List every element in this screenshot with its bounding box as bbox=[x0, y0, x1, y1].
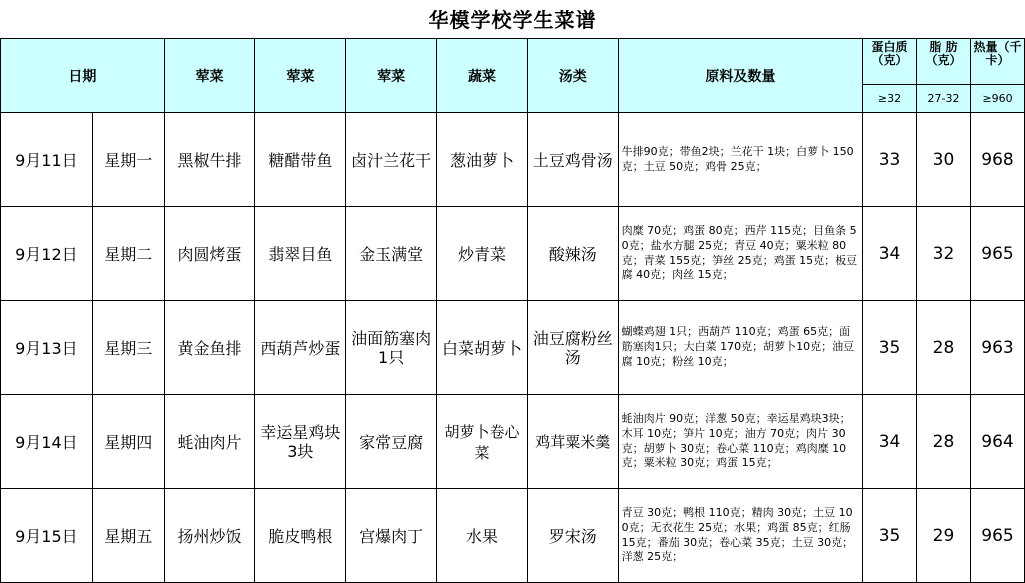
header-protein: 蛋白质（克） bbox=[863, 39, 917, 85]
meat-2-cell: 糖醋带鱼 bbox=[255, 113, 346, 207]
header-calorie: 热量（千卡） bbox=[970, 39, 1024, 85]
meat-3-cell: 金玉满堂 bbox=[346, 207, 437, 301]
table-row bbox=[1, 395, 1025, 489]
date-cell: 9月11日 bbox=[1, 113, 93, 207]
meat-3-cell: 卤汁兰花干 bbox=[346, 113, 437, 207]
ingredients-cell: 青豆 30克；鸭根 110克；精肉 30克；土豆 100克；无衣花生 25克；水果；鸡蛋 85克；红肠 15克；番茄 30克；卷心菜 35克；土豆 30克；洋葱 25克； bbox=[618, 489, 862, 583]
protein-cell: 35 bbox=[863, 301, 917, 395]
meat-3-cell: 油面筋塞肉1只 bbox=[346, 301, 437, 395]
meat-1-cell: 肉圆烤蛋 bbox=[164, 207, 255, 301]
protein-cell: 34 bbox=[863, 207, 917, 301]
protein-cell: 33 bbox=[863, 113, 917, 207]
soup-cell: 土豆鸡骨汤 bbox=[527, 113, 618, 207]
date-cell: 9月13日 bbox=[1, 301, 93, 395]
calorie-cell: 965 bbox=[970, 489, 1024, 583]
vegetable-cell: 葱油萝卜 bbox=[437, 113, 528, 207]
weekday-cell: 星期二 bbox=[92, 207, 164, 301]
meat-1-cell: 扬州炒饭 bbox=[164, 489, 255, 583]
calorie-cell: 964 bbox=[970, 395, 1024, 489]
meat-2-cell: 翡翠目鱼 bbox=[255, 207, 346, 301]
fat-cell: 29 bbox=[917, 489, 971, 583]
fat-requirement: 27-32 bbox=[917, 85, 971, 113]
table-row bbox=[1, 207, 1025, 301]
calorie-cell: 963 bbox=[970, 301, 1024, 395]
soup-cell: 鸡茸粟米羹 bbox=[527, 395, 618, 489]
date-cell: 9月12日 bbox=[1, 207, 93, 301]
protein-cell: 34 bbox=[863, 395, 917, 489]
vegetable-cell: 炒青菜 bbox=[437, 207, 528, 301]
header-date: 日期 bbox=[1, 39, 165, 113]
page-title: 华模学校学生菜谱 bbox=[428, 8, 597, 32]
header-meat-2: 荤菜 bbox=[255, 39, 346, 113]
protein-cell: 35 bbox=[863, 489, 917, 583]
meat-3-cell: 宫爆肉丁 bbox=[346, 489, 437, 583]
header-row bbox=[1, 39, 1025, 85]
soup-cell: 罗宋汤 bbox=[527, 489, 618, 583]
calorie-requirement: ≥960 bbox=[970, 85, 1024, 113]
ingredients-cell: 蚝油肉片 90克；洋葱 50克；幸运星鸡块3块；木耳 10克；笋片 10克；油方 70克；肉片 30克；胡萝卜 30克；卷心菜 110克；鸡肉糜 10克；粟米粒 30克；鸡蛋 15克； bbox=[618, 395, 862, 489]
weekday-cell: 星期四 bbox=[92, 395, 164, 489]
fat-cell: 32 bbox=[917, 207, 971, 301]
header-vegetable: 蔬菜 bbox=[437, 39, 528, 113]
menu-table bbox=[0, 38, 1025, 583]
fat-cell: 28 bbox=[917, 395, 971, 489]
vegetable-cell: 水果 bbox=[437, 489, 528, 583]
weekday-cell: 星期三 bbox=[92, 301, 164, 395]
table-row bbox=[1, 301, 1025, 395]
meat-3-cell: 家常豆腐 bbox=[346, 395, 437, 489]
header-meat-3: 荤菜 bbox=[346, 39, 437, 113]
vegetable-cell: 白菜胡萝卜 bbox=[437, 301, 528, 395]
date-cell: 9月15日 bbox=[1, 489, 93, 583]
meat-2-cell: 幸运星鸡块3块 bbox=[255, 395, 346, 489]
date-cell: 9月14日 bbox=[1, 395, 93, 489]
meat-2-cell: 脆皮鸭根 bbox=[255, 489, 346, 583]
ingredients-cell: 蝴蝶鸡翅 1只；西葫芦 110克；鸡蛋 65克；面筋塞肉1只；大白菜 170克；胡萝卜10克；油豆腐 10克；粉丝 10克； bbox=[618, 301, 862, 395]
soup-cell: 酸辣汤 bbox=[527, 207, 618, 301]
soup-cell: 油豆腐粉丝汤 bbox=[527, 301, 618, 395]
header-meat-1: 荤菜 bbox=[164, 39, 255, 113]
protein-requirement: ≥32 bbox=[863, 85, 917, 113]
header-soup: 汤类 bbox=[527, 39, 618, 113]
meat-2-cell: 西葫芦炒蛋 bbox=[255, 301, 346, 395]
weekday-cell: 星期五 bbox=[92, 489, 164, 583]
ingredients-cell: 牛排90克；带鱼2块；兰花干 1块；白萝卜 150克；土豆 50克；鸡骨 25克； bbox=[618, 113, 862, 207]
meat-1-cell: 黄金鱼排 bbox=[164, 301, 255, 395]
calorie-cell: 965 bbox=[970, 207, 1024, 301]
calorie-cell: 968 bbox=[970, 113, 1024, 207]
meat-1-cell: 黑椒牛排 bbox=[164, 113, 255, 207]
fat-cell: 28 bbox=[917, 301, 971, 395]
header-ingredients: 原料及数量 bbox=[618, 39, 862, 113]
ingredients-cell: 肉糜 70克；鸡蛋 80克；西芹 115克；目鱼条 50克；盐水方腿 25克；青豆 40克；粟米粒 80克；青菜 155克；笋丝 25克；鸡蛋 15克；板豆腐 40克；肉丝 15克； bbox=[618, 207, 862, 301]
weekday-cell: 星期一 bbox=[92, 113, 164, 207]
table-row bbox=[1, 489, 1025, 583]
meat-1-cell: 蚝油肉片 bbox=[164, 395, 255, 489]
vegetable-cell: 胡萝卜卷心菜 bbox=[437, 395, 528, 489]
header-fat: 脂 肪（克） bbox=[917, 39, 971, 85]
fat-cell: 30 bbox=[917, 113, 971, 207]
table-row bbox=[1, 113, 1025, 207]
